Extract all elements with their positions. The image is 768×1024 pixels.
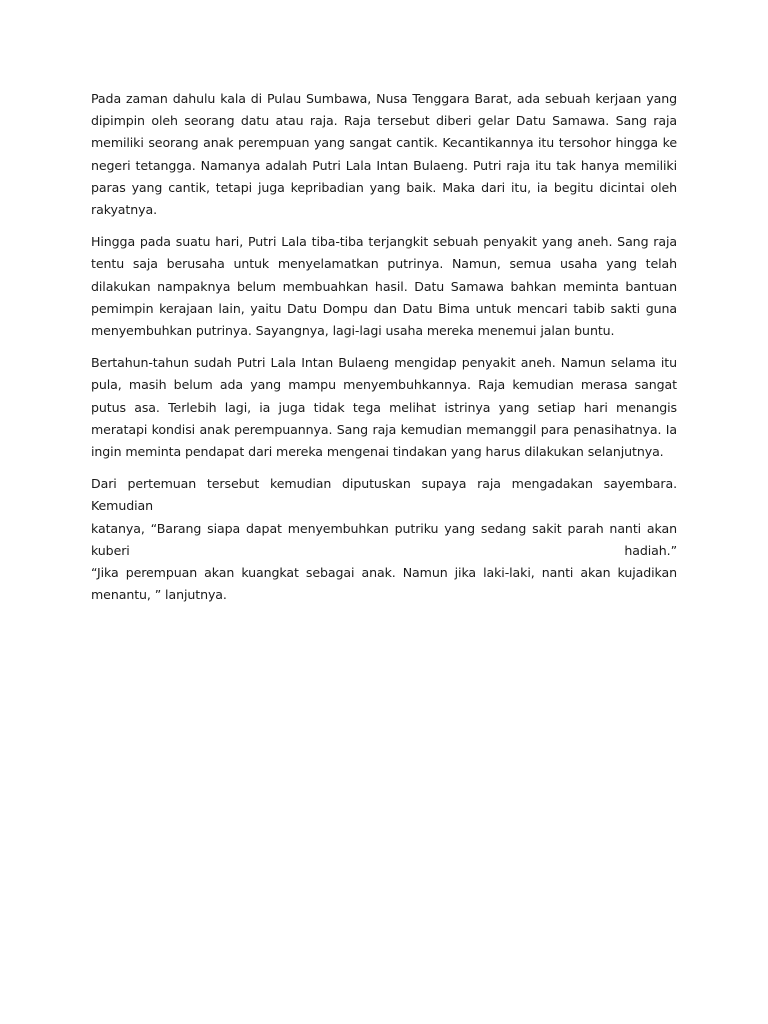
paragraph-4-line-2: katanya, “Barang siapa dapat menyembuhkan putriku yang sedang sakit parah nanti akan [91, 520, 677, 536]
paragraph-4-line-5: menantu, ” lanjutnya. [91, 587, 227, 603]
paragraph-3: Bertahun-tahun sudah Putri Lala Intan Bulaeng mengidap penyakit aneh. Namun selama itu pula, masih belum ada yang mampu menyembuhkannya. Raja kemudian merasa sangat putus asa. Terlebih lagi, ia juga tidak tega melihat istrinya yang setiap hari menangis meratapi kondisi anak perempuannya. Sang raja kemudian memanggil para penasihatnya. Ia ingin meminta pendapat dari mereka mengenai tindakan yang harus dilakukan selanjutnya. [91, 355, 677, 460]
paragraph-4-line-4: “Jika perempuan akan kuangkat sebagai anak. Namun jika laki-laki, nanti akan kujadikan [91, 565, 677, 581]
paragraph-4-line-3: kuberi hadiah.” [91, 542, 677, 558]
document-page [91, 88, 677, 616]
paragraph-4 [91, 473, 677, 606]
paragraph-2: Hingga pada suatu hari, Putri Lala tiba-tiba terjangkit sebuah penyakit yang aneh. Sang raja tentu saja berusaha untuk menyelamatkan putrinya. Namun, semua usaha yang telah dilakukan nampaknya belum membuahkan hasil. Datu Samawa bahkan meminta bantuan pemimpin kerajaan lain, yaitu Datu Dompu dan Datu Bima untuk mencari tabib sakti guna menyembuhkan putrinya. Sayangnya, lagi-lagi usaha mereka menemui jalan buntu. [91, 234, 677, 339]
paragraph-4-line-1: Dari pertemuan tersebut kemudian diputuskan supaya raja mengadakan sayembara. Kemudian [91, 476, 677, 514]
paragraph-1: Pada zaman dahulu kala di Pulau Sumbawa, Nusa Tenggara Barat, ada sebuah kerjaan yang dipimpin oleh seorang datu atau raja. Raja tersebut diberi gelar Datu Samawa. Sang raja memiliki seorang anak perempuan yang sangat cantik. Kecantikannya itu tersohor hingga ke negeri tetangga. Namanya adalah Putri Lala Intan Bulaeng. Putri raja itu tak hanya memiliki paras yang cantik, tetapi juga kepribadian yang baik. Maka dari itu, ia begitu dicintai oleh rakyatnya. [91, 91, 677, 218]
